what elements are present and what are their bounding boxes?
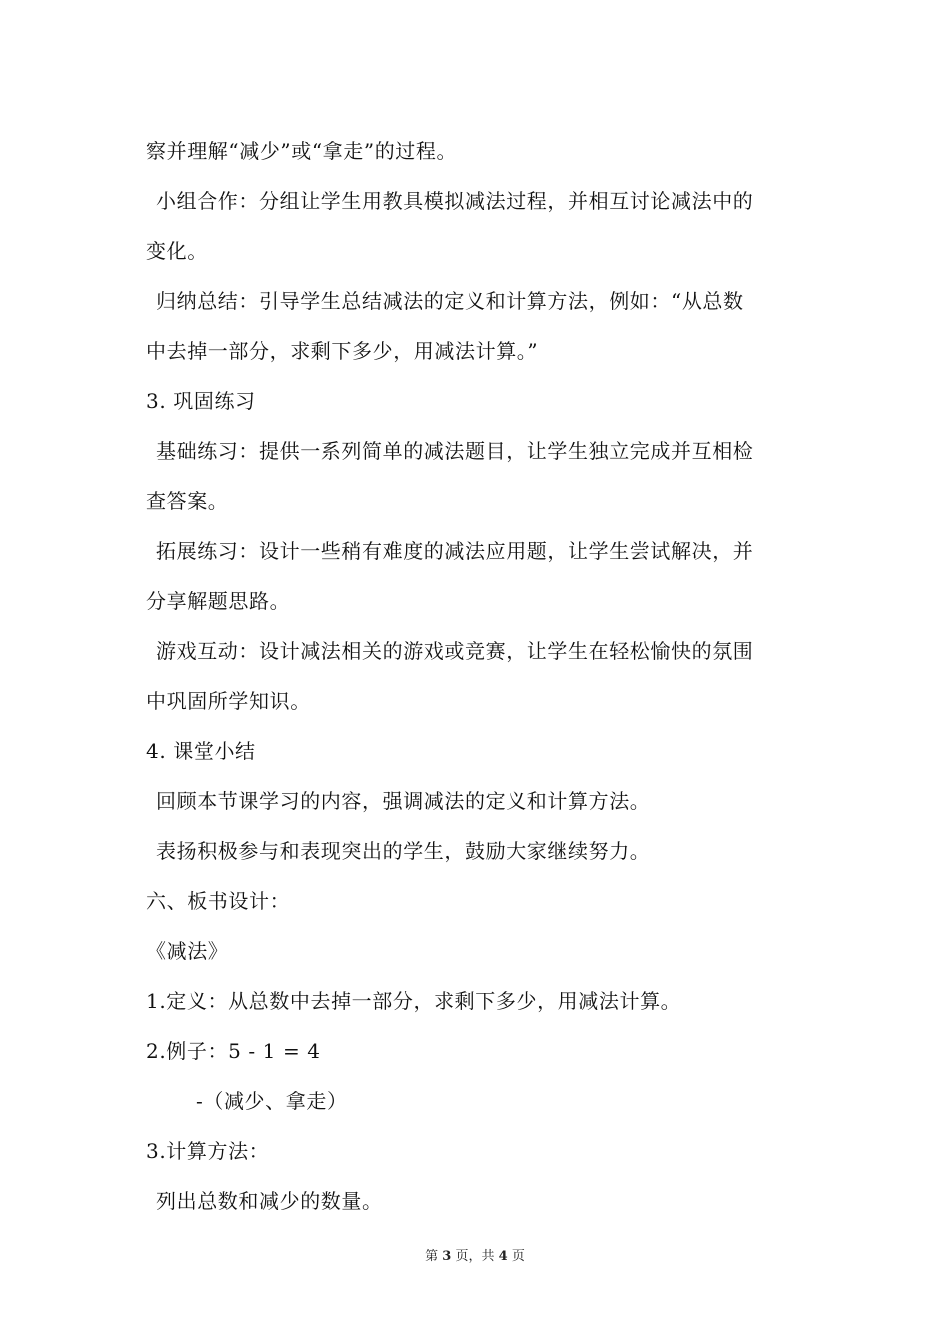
text-line: 游戏互动：设计减法相关的游戏或竞赛，让学生在轻松愉快的氛围: [156, 639, 754, 663]
text-line: 归纳总结：引导学生总结减法的定义和计算方法，例如：“从总数: [156, 289, 744, 313]
text-line: 小组合作：分组让学生用教具模拟减法过程，并相互讨论减法中的: [156, 189, 754, 213]
text-line: 列出总数和减少的数量。: [156, 1189, 383, 1213]
page-footer: [0, 1248, 950, 1266]
text-line: 查答案。: [146, 489, 229, 513]
text-line: 回顾本节课学习的内容，强调减法的定义和计算方法。: [156, 789, 651, 813]
board-title: 《减法》: [146, 939, 229, 963]
section-heading: 3. 巩固练习: [146, 389, 256, 413]
footer-prefix: 第: [425, 1249, 439, 1264]
text-line: 1.定义：从总数中去掉一部分，求剩下多少，用减法计算。: [146, 989, 682, 1013]
text-line: 中去掉一部分，求剩下多少，用减法计算。”: [146, 339, 539, 363]
section-heading: 六、板书设计：: [146, 889, 291, 913]
footer-page-number: 3: [442, 1249, 452, 1264]
text-line: 2.例子：5 - 1 = 4: [146, 1039, 321, 1063]
text-line: -（减少、拿走）: [196, 1089, 348, 1113]
section-heading: 4. 课堂小结: [146, 739, 256, 763]
text-line: 拓展练习：设计一些稍有难度的减法应用题，让学生尝试解决，并: [156, 539, 754, 563]
footer-total-pages: 4: [498, 1249, 508, 1264]
footer-suffix: 页: [511, 1249, 525, 1264]
text-line: 分享解题思路。: [146, 589, 291, 613]
text-line: 中巩固所学知识。: [146, 689, 311, 713]
text-line: 基础练习：提供一系列简单的减法题目，让学生独立完成并互相检: [156, 439, 754, 463]
text-line: 察并理解“减少”或“拿走”的过程。: [146, 139, 458, 163]
text-line: 表扬积极参与和表现突出的学生，鼓励大家继续努力。: [156, 839, 651, 863]
footer-middle: 页，共: [455, 1249, 495, 1264]
text-line: 变化。: [146, 239, 208, 263]
text-line: 3.计算方法：: [146, 1139, 270, 1163]
